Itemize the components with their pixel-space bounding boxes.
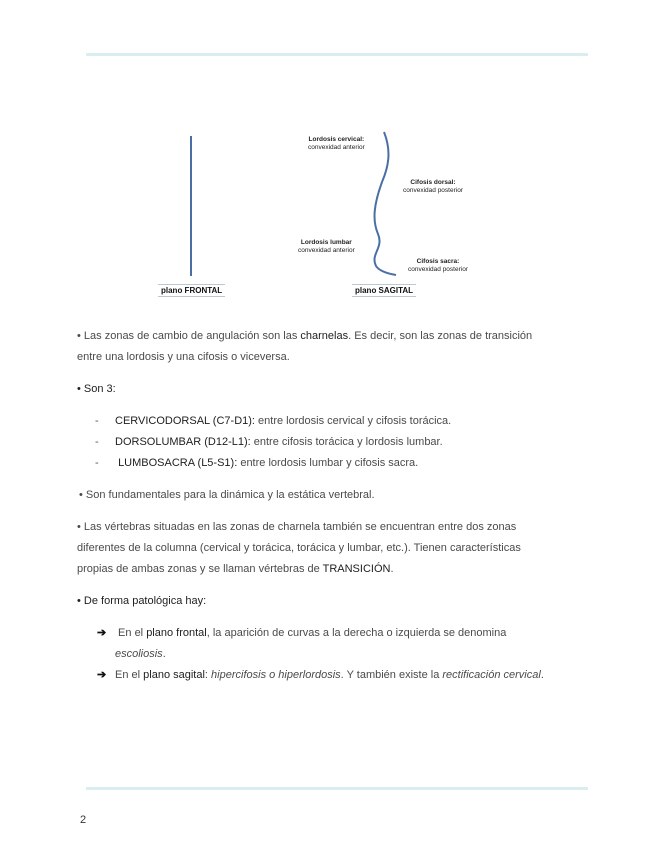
caption-plano-frontal: plano FRONTAL [158,284,225,297]
list-item-lumbosacra: - LUMBOSACRA (L5-S1): entre lordosis lumbar y cifosis sacra. [95,457,419,469]
arrow-item-frontal: ➔ En el plano frontal, la aparición de curvas a la derecha o izquierda se denomina escoliosis. [97,623,577,665]
paragraph-fundamentales: • Son fundamentales para la dinámica y la estática vertebral. [79,489,375,501]
label-lordosis-lumbar: Lordosis lumbar convexidad anterior [298,239,355,254]
arrow-right-icon: ➔ [97,669,107,681]
footer-rule [86,787,588,790]
label-cifosis-dorsal: Cifosis dorsal: convexidad posterior [403,179,463,194]
label-cifosis-sacra: Cifosis sacra: convexidad posterior [408,258,468,273]
paragraph-patologica: • De forma patológica hay: [77,595,207,607]
list-item-dorsolumbar: - DORSOLUMBAR (D12-L1): entre cifosis torácica y lordosis lumbar. [95,436,443,448]
paragraph-charnelas: • Las zonas de cambio de angulación son las charnelas. Es decir, son las zonas de transición entre una lordosis y una cifosis o viceversa. [77,330,533,363]
arrow-item-sagital: ➔ En el plano sagital: hipercifosis o hiperlordosis. Y también existe la rectificación cervical. [97,665,577,686]
list-item-cervicodorsal: - CERVICODORSAL (C7-D1): entre lordosis cervical y cifosis torácica. [95,415,452,427]
page-number: 2 [80,814,87,826]
arrow-right-icon: ➔ [97,627,107,639]
spine-figure [140,120,500,310]
caption-plano-sagital: plano SAGITAL [352,284,416,297]
paragraph-transicion: • Las vértebras situadas en las zonas de charnela también se encuentran entre dos zonas diferentes de la columna (cervical y torácica, torácica y lumbar, etc.). Tienen características propias de ambas zonas y se llaman vértebras de TRANSICIÓN. [77,521,521,575]
header-rule [86,53,588,56]
paragraph-son-3: • Son 3: [77,383,116,395]
label-lordosis-cervical: Lordosis cervical: convexidad anterior [308,136,365,151]
sagital-spine-curve [374,132,396,275]
